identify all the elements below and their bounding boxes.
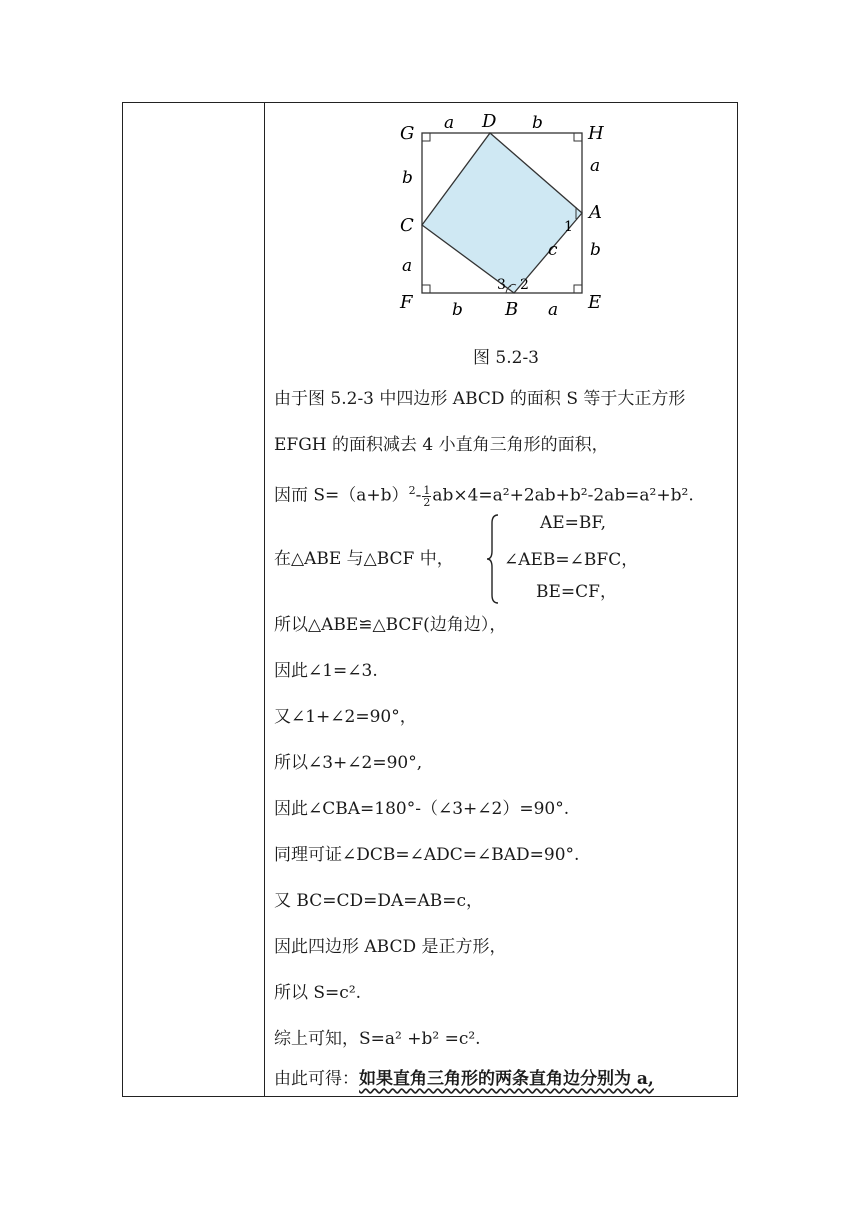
- figure-caption: 图 5.2-3: [473, 348, 539, 368]
- right-cell: [274, 103, 731, 1096]
- label-c: C: [400, 215, 414, 236]
- side-label-b-bottom: b: [452, 300, 463, 320]
- side-label-a-left: a: [402, 256, 413, 276]
- proof-line-7: 又∠1+∠2=90°，: [274, 707, 417, 727]
- proof-line-3: [274, 479, 694, 508]
- proof-line-4: 在△ABE 与△BCF 中，: [274, 549, 454, 569]
- side-label-b-right: b: [590, 240, 601, 260]
- side-label-b-top: b: [532, 113, 543, 133]
- conclusion-prefix: 由此可得：: [274, 1069, 359, 1089]
- inner-square-abcd: [422, 133, 582, 293]
- proof-line-2: EFGH 的面积减去 4 小直角三角形的面积，: [274, 435, 609, 455]
- area-expression-end: ab×4=a²+2ab+b²-2ab=a²+b².: [432, 485, 694, 506]
- proof-line-13: 所以 S=c².: [274, 983, 362, 1003]
- left-brace: [486, 511, 500, 607]
- proof-line-9: 因此∠CBA=180°-（∠3+∠2）=90°.: [274, 799, 570, 819]
- proof-line-15: [274, 1067, 654, 1091]
- proof-line-5: 所以△ABE≌△BCF(边角边），: [274, 615, 507, 635]
- condition-1: AE=BF,: [540, 513, 606, 533]
- angle-label-3: 3: [497, 277, 506, 293]
- proof-line-8: 所以∠3+∠2=90°,: [274, 753, 423, 773]
- label-f: F: [400, 292, 413, 313]
- angle-label-2: 2: [520, 277, 529, 293]
- right-angle-e: [574, 285, 582, 293]
- right-angle-h: [574, 133, 582, 141]
- side-label-a-right: a: [590, 156, 601, 176]
- condition-3: BE=CF，: [536, 582, 617, 602]
- right-angle-f: [422, 285, 430, 293]
- column-divider: [264, 103, 265, 1096]
- label-h: H: [588, 123, 604, 144]
- content-table: [122, 102, 738, 1097]
- proof-line-11: 又 BC=CD=DA=AB=c，: [274, 891, 484, 911]
- proof-line-12: 因此四边形 ABCD 是正方形，: [274, 937, 507, 957]
- minus-sign: -: [415, 485, 422, 506]
- proof-line-6: 因此∠1=∠3.: [274, 661, 378, 681]
- side-label-b-left: b: [402, 168, 413, 188]
- proof-line-10: 同理可证∠DCB=∠ADC=∠BAD=90°.: [274, 845, 580, 865]
- figure-svg: [392, 103, 632, 323]
- right-angle-g: [422, 133, 430, 141]
- proof-line-1: 由于图 5.2-3 中四边形 ABCD 的面积 S 等于大正方形: [274, 389, 686, 409]
- label-a: A: [589, 202, 602, 223]
- fraction-denominator: 2: [423, 495, 431, 509]
- side-label-a-bottom: a: [548, 300, 559, 320]
- label-d: D: [482, 111, 497, 132]
- angle-label-1: 1: [564, 219, 573, 235]
- conclusion-emphasis: 如果直角三角形的两条直角边分别为 a,: [359, 1069, 654, 1089]
- condition-brace-group: [486, 511, 656, 607]
- side-label-a-top: a: [444, 113, 455, 133]
- proof-line-14: 综上可知，S=a² +b² =c².: [274, 1029, 481, 1049]
- label-b-vertex: B: [505, 299, 519, 320]
- side-label-c: c: [548, 240, 558, 260]
- area-expression-start: 因而 S=（a+b）: [274, 485, 409, 506]
- fraction-numerator: 1: [423, 483, 431, 497]
- fraction-one-half: [422, 485, 431, 508]
- label-g: G: [400, 123, 415, 144]
- pythagoras-figure: [392, 103, 632, 323]
- square-exponent: 2: [408, 484, 416, 497]
- label-e: E: [588, 292, 602, 313]
- condition-2: ∠AEB=∠BFC，: [504, 550, 639, 570]
